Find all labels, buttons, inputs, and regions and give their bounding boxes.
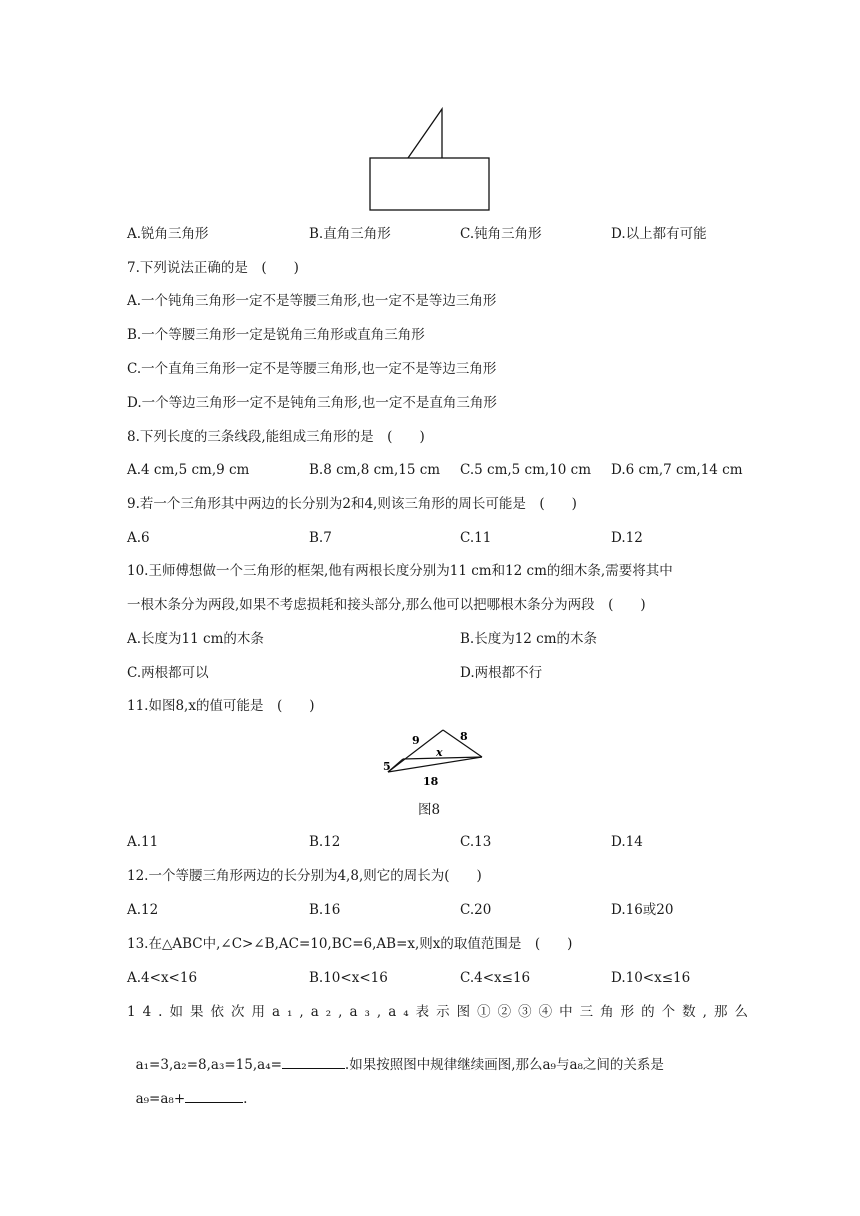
q12-option-a: A.12 — [127, 902, 159, 918]
q11-option-a: A.11 — [127, 834, 159, 850]
q9-stem: 9.若一个三角形其中两边的长分别为2和4,则该三角形的周长可能是 ( ) — [127, 496, 577, 512]
q7-option-a: A.一个钝角三角形一定不是等腰三角形,也一定不是等边三角形 — [127, 293, 497, 309]
rectangle-shape — [370, 158, 489, 210]
q14-line3-start: a₉=a₈+ — [135, 1091, 186, 1107]
q8-option-c: C.5 cm,5 cm,10 cm — [460, 462, 592, 478]
q13-stem: 13.在△ABC中,∠C>∠B,AC=10,BC=6,AB=x,则x的取值范围是 ( ) — [127, 936, 573, 952]
q7-option-c: C.一个直角三角形一定不是等腰三角形,也一定不是等边三角形 — [127, 361, 497, 377]
q10-option-c: C.两根都可以 — [127, 665, 209, 681]
q8-option-b: B.8 cm,8 cm,15 cm — [309, 462, 441, 478]
q11-option-d: D.14 — [611, 834, 643, 850]
label-5: 5 — [383, 760, 391, 773]
q10-option-d: D.两根都不行 — [460, 665, 543, 681]
q11-option-b: B.12 — [309, 834, 341, 850]
q10-stem-line2: 一根木条分为两段,如果不考虑损耗和接头部分,那么他可以把哪根木条分为两段 ( ) — [127, 597, 646, 613]
q13-option-b: B.10<x<16 — [309, 970, 388, 986]
q14-line3-end: . — [243, 1091, 248, 1107]
q14-line3 — [127, 1070, 247, 1108]
q7-stem: 7.下列说法正确的是 ( ) — [127, 260, 299, 276]
q13-option-a: A.4<x<16 — [127, 970, 198, 986]
label-8: 8 — [460, 730, 468, 743]
q9-option-b: B.7 — [309, 530, 332, 546]
q9-option-d: D.12 — [611, 530, 643, 546]
q14-line2 — [127, 1036, 664, 1074]
label-18: 18 — [423, 775, 439, 788]
q9-option-c: C.11 — [460, 530, 492, 546]
q10-stem-line1: 10.王师傅想做一个三角形的框架,他有两根长度分别为11 cm和12 cm的细木条,需要将其中 — [127, 563, 673, 579]
q11-option-c: C.13 — [460, 834, 492, 850]
q6-option-b: B.直角三角形 — [309, 226, 391, 242]
q8-option-d: D.6 cm,7 cm,14 cm — [611, 462, 743, 478]
answer-blank-a4[interactable] — [282, 1054, 345, 1069]
q12-stem: 12.一个等腰三角形两边的长分别为4,8,则它的周长为( ) — [127, 868, 482, 884]
q11-stem: 11.如图8,x的值可能是 ( ) — [127, 698, 315, 714]
q6-option-a: A.锐角三角形 — [127, 226, 209, 242]
triangle-shape — [408, 109, 442, 158]
q8-stem: 8.下列长度的三条线段,能组成三角形的是 ( ) — [127, 429, 425, 445]
answer-blank-relation[interactable] — [185, 1088, 243, 1103]
label-9: 9 — [412, 734, 420, 747]
label-x: x — [436, 746, 443, 759]
figure-rectangle-triangle — [360, 104, 500, 214]
figure-8-triangles — [376, 726, 486, 788]
q10-option-a: A.长度为11 cm的木条 — [127, 631, 264, 647]
q14-line2-start: a₁=3,a₂=8,a₃=15,a₄= — [135, 1057, 282, 1073]
q14-line2-end: .如果按照图中规律继续画图,那么a₉与a₈之间的关系是 — [344, 1057, 664, 1073]
q7-option-d: D.一个等边三角形一定不是钝角三角形,也一定不是直角三角形 — [127, 395, 497, 411]
q13-option-c: C.4<x≤16 — [460, 970, 531, 986]
q12-option-b: B.16 — [309, 902, 341, 918]
q9-option-a: A.6 — [127, 530, 150, 546]
q6-option-d: D.以上都有可能 — [611, 226, 707, 242]
figure-caption: 图8 — [418, 802, 441, 818]
q12-option-c: C.20 — [460, 902, 492, 918]
q6-option-c: C.钝角三角形 — [460, 226, 542, 242]
q10-option-b: B.长度为12 cm的木条 — [460, 631, 598, 647]
q13-option-d: D.10<x≤16 — [611, 970, 691, 986]
q8-option-a: A.4 cm,5 cm,9 cm — [127, 462, 250, 478]
q12-option-d: D.16或20 — [611, 902, 674, 918]
q14-line1: 14.如果依次用a₁,a₂,a₃,a₄表示图①②③④中三角形的个数,那么 — [127, 1004, 755, 1020]
q7-option-b: B.一个等腰三角形一定是锐角三角形或直角三角形 — [127, 327, 425, 343]
